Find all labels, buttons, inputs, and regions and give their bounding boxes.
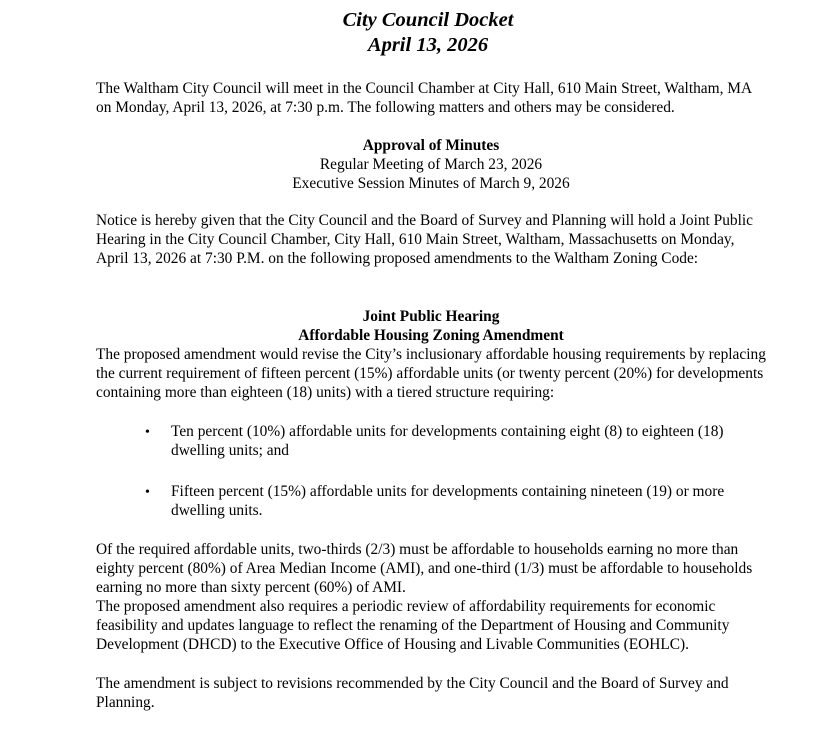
minutes-item-executive: Executive Session Minutes of March 9, 2026 [292, 175, 570, 192]
minutes-heading: Approval of Minutes [362, 137, 500, 154]
bullet-item-tier-one: Ten percent (10%) affordable units for developments containing eight (8) to eighteen (18) dwelling units; and [171, 423, 724, 460]
hearing-subheading: Affordable Housing Zoning Amendment [298, 327, 564, 344]
minutes-item-regular: Regular Meeting of March 23, 2026 [319, 156, 543, 173]
docket-date: April 13, 2026 [367, 34, 489, 56]
notice-paragraph: Notice is hereby given that the City Council and the Board of Survey and Planning will hold a Joint Public Hearing in the City Council Chamber, City Hall, 610 Main Street, Waltham, Massachusetts on Monday, April 13, 2026 at 7:30 P.M. on the following proposed amendments to the Waltham Zoning Code: [96, 212, 753, 268]
docket-title: City Council Docket [342, 9, 514, 31]
intro-paragraph: The Waltham City Council will meet in the Council Chamber at City Hall, 610 Main Street, Waltham, MA on Monday, April 13, 2026, at 7:30 p.m. The following matters and others may be considered. [96, 80, 752, 117]
bullet-icon: • [145, 485, 150, 500]
hearing-heading: Joint Public Hearing [362, 308, 500, 325]
bullet-item-tier-two: Fifteen percent (15%) affordable units for developments containing nineteen (19) or more dwelling units. [171, 483, 725, 520]
review-paragraph: The proposed amendment also requires a periodic review of affordability requirements for economic feasibility and updates language to reflect the renaming of the Department of Housing and Community Development (DHCD) to the Executive Office of Housing and Livable Communities (EOHLC). [96, 598, 730, 654]
revisions-paragraph: The amendment is subject to revisions recommended by the City Council and the Board of Survey and Planning. [96, 675, 729, 712]
bullet-icon: • [145, 425, 150, 440]
amendment-description: The proposed amendment would revise the City’s inclusionary affordable housing requirements by replacing the current requirement of fifteen percent (15%) affordable units (or twenty percent (20%) for developments containing more than eighteen (18) units) with a tiered structure requiring: [96, 346, 766, 402]
affordability-paragraph: Of the required affordable units, two-thirds (2/3) must be affordable to households earning no more than eighty percent (80%) of Area Median Income (AMI), and one-third (1/3) must be affordable to households earning no more than sixty percent (60%) of AMI. [96, 541, 753, 597]
